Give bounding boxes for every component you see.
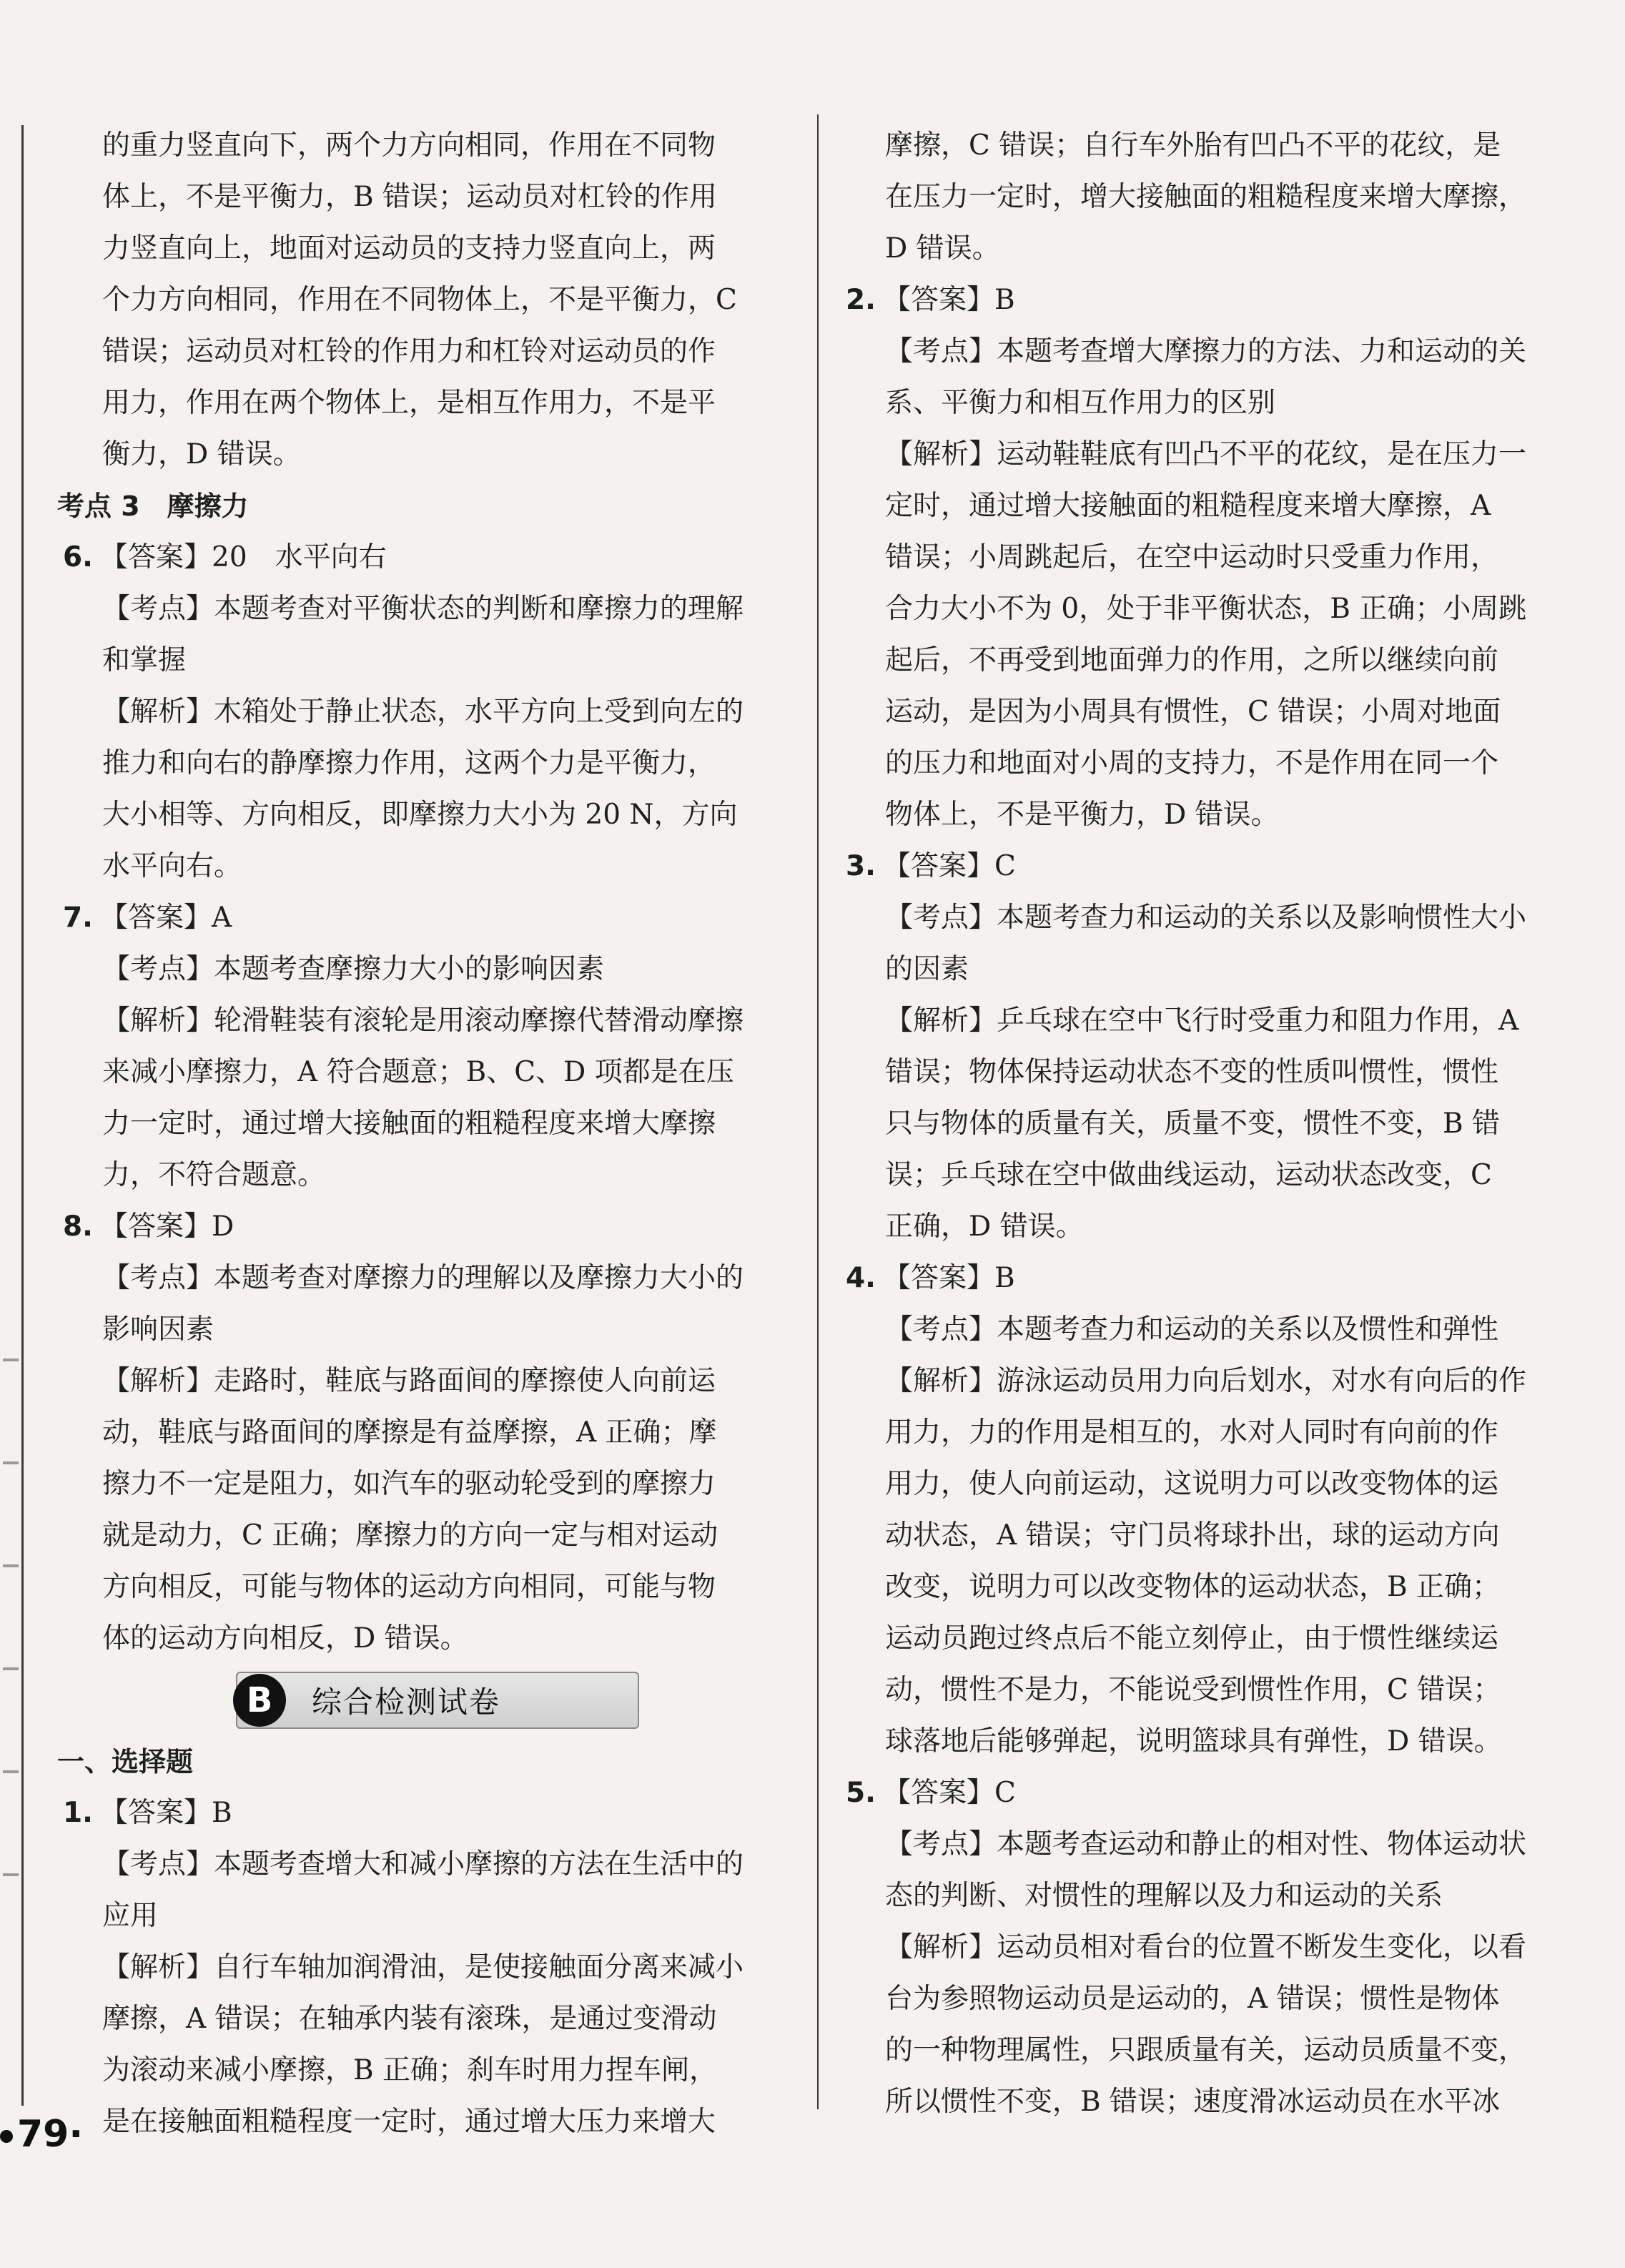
question-number: 4. (846, 1262, 876, 1294)
jiexi-line: 动，惯性不是力，不能说受到惯性作用，C 错误； (885, 1674, 1501, 1706)
question-number: 6. (63, 541, 93, 573)
jiexi-line: 【解析】运动鞋鞋底有凹凸不平的花纹，是在压力一 (885, 438, 1527, 470)
answer-line (50, 532, 794, 583)
jiexi-line: 合力大小不为 0，处于非平衡状态，B 正确；小周跳 (885, 593, 1527, 625)
page-number-bullet (0, 2130, 13, 2143)
jiexi-line: 来减小摩擦力，A 符合题意；B、C、D 项都是在压 (102, 1056, 734, 1088)
question-number: 8. (63, 1211, 93, 1243)
question-5 (833, 1767, 1576, 2128)
answer-line (833, 275, 1576, 326)
text-line: 错误；运动员对杠铃的作用力和杠铃对运动员的作 (102, 335, 716, 368)
text-line: 摩擦，C 错误；自行车外胎有凹凸不平的花纹，是 (885, 129, 1501, 162)
answer-line (50, 892, 794, 944)
jiexi-line: 误；乒乓球在空中做曲线运动，运动状态改变，C (885, 1159, 1492, 1191)
kaodian-line: 【考点】本题考查增大摩擦力的方法、力和运动的关 (885, 335, 1527, 368)
jiexi-line: 起后，不再受到地面弹力的作用，之所以继续向前 (885, 644, 1499, 676)
text-line: 衡力，D 错误。 (102, 438, 301, 470)
jiexi-line: 错误；物体保持运动状态不变的性质叫惯性，惯性 (885, 1056, 1499, 1088)
answer-line (833, 1767, 1576, 1819)
question-number: 2. (846, 284, 876, 316)
jiexi-line: 动，鞋底与路面间的摩擦是有益摩擦，A 正确；摩 (102, 1416, 717, 1449)
kaodian-line: 的因素 (885, 953, 969, 985)
jiexi-line: 定时，通过增大接触面的粗糙程度来增大摩擦，A (885, 490, 1491, 522)
jiexi-line: 体的运动方向相反，D 错误。 (102, 1622, 468, 1655)
left-column (50, 120, 794, 2148)
answer-text: 【答案】B (883, 1262, 1015, 1294)
part-heading: 一、选择题 (57, 1746, 194, 1778)
question-number: 3. (846, 850, 876, 882)
answer-line (50, 1788, 794, 1839)
question-4 (833, 1253, 1576, 1767)
jiexi-line: 大小相等、方向相反，即摩擦力大小为 20 N，方向 (102, 799, 738, 831)
answer-line (833, 1253, 1576, 1304)
section-banner-title: 综合检测试卷 (312, 1685, 501, 1720)
section-badge: B (233, 1674, 286, 1727)
jiexi-line: 水平向右。 (102, 850, 242, 882)
answer-text: 【答案】C (883, 850, 1016, 882)
question-3 (833, 841, 1576, 1253)
jiexi-line: 的压力和地面对小周的支持力，不是作用在同一个 (885, 747, 1499, 779)
kaodian-line: 【考点】本题考查力和运动的关系以及影响惯性大小 (885, 902, 1527, 934)
jiexi-line: 力一定时，通过增大接触面的粗糙程度来增大摩擦 (102, 1108, 716, 1140)
right-column (833, 120, 1576, 2128)
jiexi-line: 【解析】游泳运动员用力向后划水，对水有向后的作 (885, 1365, 1527, 1397)
kaodian-line: 【考点】本题考查对摩擦力的理解以及摩擦力大小的 (102, 1262, 744, 1294)
text-line: 的重力竖直向下，两个力方向相同，作用在不同物 (102, 129, 716, 162)
jiexi-line: 运动，是因为小周具有惯性，C 错误；小周对地面 (885, 696, 1501, 728)
jiexi-line: 错误；小周跳起后，在空中运动时只受重力作用， (885, 541, 1499, 573)
question-number: 5. (846, 1777, 876, 1809)
kaodian-line: 和掌握 (102, 644, 187, 676)
continued-text (50, 120, 794, 480)
kaodian-line: 【考点】本题考查力和运动的关系以及惯性和弹性 (885, 1313, 1499, 1346)
jiexi-line: 物体上，不是平衡力，D 错误。 (885, 799, 1279, 831)
kaodian-line: 【考点】本题考查摩擦力大小的影响因素 (102, 953, 605, 985)
question-8 (50, 1201, 794, 1665)
jiexi-line: 所以惯性不变，B 错误；速度滑冰运动员在水平冰 (885, 2086, 1501, 2118)
jiexi-line: 为滚动来减小摩擦，B 正确；刹车时用力捏车闸， (102, 2054, 718, 2086)
kaodian-line: 影响因素 (102, 1313, 214, 1346)
answer-text: 【答案】C (883, 1777, 1016, 1809)
answer-line (833, 841, 1576, 892)
jiexi-line: 用力，力的作用是相互的，水对人同时有向前的作 (885, 1416, 1499, 1449)
jiexi-line: 【解析】走路时，鞋底与路面间的摩擦使人向前运 (102, 1365, 716, 1397)
page-number-text: 79· (17, 2113, 84, 2156)
section-banner (236, 1672, 639, 1729)
text-line: 体上，不是平衡力，B 错误；运动员对杠铃的作用 (102, 181, 718, 213)
continued-text (833, 120, 1576, 275)
kaodian-line: 【考点】本题考查对平衡状态的判断和摩擦力的理解 (102, 593, 744, 625)
jiexi-line: 动状态，A 错误；守门员将球扑出，球的运动方向 (885, 1519, 1500, 1552)
jiexi-line: 用力，使人向前运动，这说明力可以改变物体的运 (885, 1468, 1499, 1500)
answer-text: 【答案】B (883, 284, 1015, 316)
jiexi-line: 【解析】轮滑鞋装有滚轮是用滚动摩擦代替滑动摩擦 (102, 1005, 744, 1037)
jiexi-line: 运动员跑过终点后不能立刻停止，由于惯性继续运 (885, 1622, 1499, 1655)
question-number: 7. (63, 902, 93, 934)
jiexi-line: 的一种物理属性，只跟质量有关，运动员质量不变， (885, 2034, 1527, 2066)
binding-edge-marks (0, 1359, 24, 2002)
jiexi-line: 【解析】木箱处于静止状态，水平方向上受到向左的 (102, 696, 744, 728)
column-divider (817, 114, 819, 2109)
jiexi-line: 摩擦，A 错误；在轴承内装有滚珠，是通过变滑动 (102, 2003, 717, 2035)
jiexi-line: 台为参照物运动员是运动的，A 错误；惯性是物体 (885, 1983, 1500, 2015)
answer-text: 【答案】D (100, 1211, 234, 1243)
jiexi-line: 是在接触面粗糙程度一定时，通过增大压力来增大 (102, 2106, 716, 2138)
jiexi-line: 力，不符合题意。 (102, 1159, 326, 1191)
jiexi-line: 【解析】自行车轴加润滑油，是使接触面分离来减小 (102, 1951, 744, 1983)
kaodian-line: 【考点】本题考查运动和静止的相对性、物体运动状 (885, 1828, 1527, 1860)
kaodian-line: 系、平衡力和相互作用力的区别 (885, 387, 1276, 419)
jiexi-line: 只与物体的质量有关，质量不变，惯性不变，B 错 (885, 1108, 1501, 1140)
jiexi-line: 擦力不一定是阻力，如汽车的驱动轮受到的摩擦力 (102, 1468, 716, 1500)
question-7 (50, 892, 794, 1201)
question-6 (50, 532, 794, 892)
answer-text: 【答案】A (100, 902, 232, 934)
page-number (0, 2113, 83, 2156)
text-line: 力竖直向上，地面对运动员的支持力竖直向上，两 (102, 232, 716, 265)
answer-line (50, 1201, 794, 1253)
text-line: 个力方向相同，作用在不同物体上，不是平衡力，C (102, 284, 737, 316)
kaodian-line: 应用 (102, 1900, 159, 1932)
jiexi-line: 改变，说明力可以改变物体的运动状态，B 正确； (885, 1571, 1501, 1603)
answer-text: 【答案】20 水平向右 (100, 541, 387, 573)
jiexi-line: 正确，D 错误。 (885, 1211, 1084, 1243)
jiexi-line: 推力和向右的静摩擦力作用，这两个力是平衡力， (102, 747, 716, 779)
text-line: 在压力一定时，增大接触面的粗糙程度来增大摩擦， (885, 181, 1527, 213)
jiexi-line: 球落地后能够弹起，说明篮球具有弹性，D 错误。 (885, 1725, 1502, 1757)
text-line: D 错误。 (885, 232, 1000, 265)
jiexi-line: 方向相反，可能与物体的运动方向相同，可能与物 (102, 1571, 716, 1603)
question-2 (833, 275, 1576, 841)
answer-text: 【答案】B (100, 1797, 232, 1829)
jiexi-line: 【解析】运动员相对看台的位置不断发生变化，以看 (885, 1931, 1527, 1963)
text-line: 用力，作用在两个物体上，是相互作用力，不是平 (102, 387, 716, 419)
jiexi-line: 就是动力，C 正确；摩擦力的方向一定与相对运动 (102, 1519, 718, 1552)
question-1 (50, 1788, 794, 2148)
question-number: 1. (63, 1797, 93, 1829)
kaodian-line: 【考点】本题考查增大和减小摩擦的方法在生活中的 (102, 1848, 744, 1880)
kaodian-line: 态的判断、对惯性的理解以及力和运动的关系 (885, 1880, 1443, 1912)
section-heading: 考点 3 摩擦力 (57, 490, 249, 522)
jiexi-line: 【解析】乒乓球在空中飞行时受重力和阻力作用，A (885, 1005, 1519, 1037)
